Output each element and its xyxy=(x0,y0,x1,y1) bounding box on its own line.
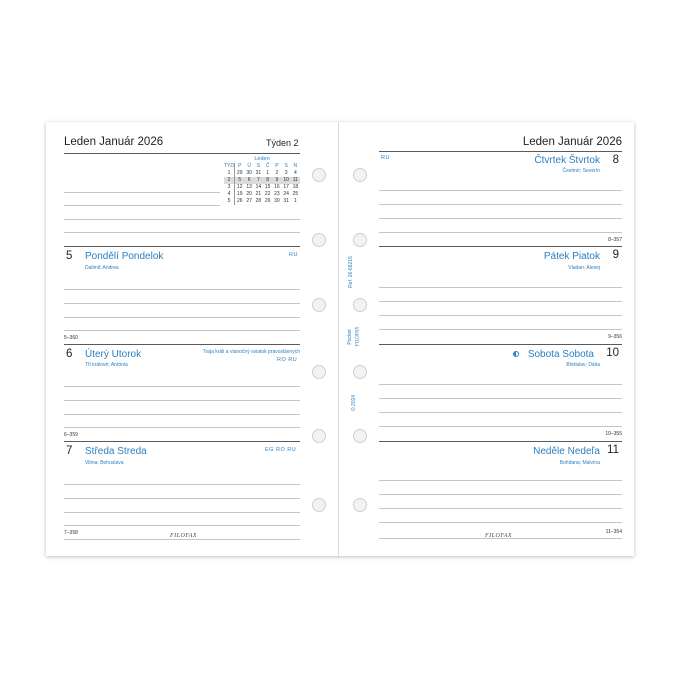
holiday-note: Traja králi a vianočný sviatok pravoslávnych xyxy=(202,349,300,355)
ring-hole xyxy=(353,168,367,182)
first-quarter-moon-icon xyxy=(513,351,519,357)
filofax-logo: FILOFAX xyxy=(170,533,198,539)
holiday-codes: RO RU xyxy=(277,357,298,363)
mini-calendar-grid xyxy=(224,163,300,205)
name-days: Vilma; Bohuslava xyxy=(85,460,124,466)
write-line xyxy=(379,426,622,427)
planner-spread xyxy=(46,122,634,556)
cal-day: 16 xyxy=(274,184,280,190)
cal-header: Ú xyxy=(247,163,251,169)
write-line xyxy=(64,386,300,387)
write-line xyxy=(379,494,622,495)
day-of-year: 9–356 xyxy=(608,334,622,340)
write-line xyxy=(64,512,300,513)
write-line xyxy=(379,218,622,219)
day-name: Neděle Nedeľa xyxy=(533,446,600,457)
cal-day: 3 xyxy=(284,170,288,176)
day-of-year: 5–360 xyxy=(64,335,78,341)
cal-day: 28 xyxy=(255,198,262,204)
day-rule xyxy=(64,246,300,247)
cal-header: S xyxy=(256,163,261,169)
cal-day: 27 xyxy=(246,198,252,204)
day-name: Pátek Piatok xyxy=(543,251,600,262)
page-title: Leden Január 2026 xyxy=(522,136,622,148)
write-line xyxy=(379,329,622,330)
day-rule xyxy=(64,344,300,345)
write-line xyxy=(379,412,622,413)
filofax-logo: FILOFAX xyxy=(485,533,513,539)
title-rule xyxy=(379,151,622,152)
write-line xyxy=(379,480,622,481)
cal-day: 1 xyxy=(266,170,270,176)
day-number: 11 xyxy=(607,444,619,456)
cal-day: 4 xyxy=(293,170,297,176)
cal-header: S xyxy=(284,163,288,169)
day-rule xyxy=(379,344,622,345)
write-line xyxy=(64,498,300,499)
day-rule xyxy=(64,441,300,442)
write-line xyxy=(64,427,300,428)
cal-day: 2 xyxy=(275,170,279,176)
write-line xyxy=(64,317,300,318)
cal-day: 30 xyxy=(274,198,280,204)
ring-hole xyxy=(353,498,367,512)
cal-day: 29 xyxy=(237,170,243,176)
ref-number: Ref. 26-68215 xyxy=(348,256,354,288)
cal-header: N xyxy=(293,163,298,169)
week-label: Týden 2 xyxy=(266,138,299,148)
day-name: Čtvrtek Štvrtok xyxy=(534,155,600,166)
ring-hole xyxy=(312,233,326,247)
cal-week: 1 xyxy=(224,170,235,177)
holiday-codes: RU xyxy=(289,252,298,258)
footer-line xyxy=(64,539,300,540)
write-line xyxy=(64,289,300,290)
mini-calendar xyxy=(224,156,300,205)
left-page xyxy=(46,122,339,556)
day-number: 7 xyxy=(66,445,73,457)
title-rule xyxy=(64,153,300,154)
note-line xyxy=(64,232,300,233)
cal-header: P xyxy=(238,163,242,169)
cal-day: 31 xyxy=(283,198,289,204)
cal-week: 3 xyxy=(224,184,235,191)
write-line xyxy=(64,525,300,526)
holiday-codes: RU xyxy=(381,155,390,161)
cal-header: TÝD xyxy=(224,163,234,169)
cal-day: 18 xyxy=(292,184,299,190)
write-line xyxy=(64,303,300,304)
note-line xyxy=(64,205,220,206)
cal-day: 22 xyxy=(264,191,271,197)
day-name: Pondělí Pondelok xyxy=(85,251,164,262)
cal-day: 17 xyxy=(283,184,289,190)
name-days: Vladan; Alexej xyxy=(568,265,600,271)
page-title: Leden Január 2026 xyxy=(64,136,164,148)
day-number: 9 xyxy=(612,249,619,261)
ring-hole xyxy=(312,365,326,379)
note-line xyxy=(64,219,300,220)
ring-hole xyxy=(353,365,367,379)
name-days: Čestmír; Severín xyxy=(562,168,600,174)
cal-day: 5 xyxy=(235,177,245,184)
ring-hole xyxy=(312,498,326,512)
cal-day: 1 xyxy=(293,198,297,204)
cal-week: 2 xyxy=(224,177,235,184)
name-days: Tři králové; Antónia xyxy=(85,362,128,368)
day-of-year: 6–359 xyxy=(64,432,78,438)
cal-day: 14 xyxy=(255,184,262,190)
write-line xyxy=(379,301,622,302)
ring-hole xyxy=(312,429,326,443)
size-label: Pocket xyxy=(347,329,353,345)
day-of-year: 11–354 xyxy=(605,529,622,535)
cal-day: 29 xyxy=(264,198,271,204)
day-number: 5 xyxy=(66,250,73,262)
day-name: Úterý Utorok xyxy=(85,349,142,360)
gutter-brand: FILOFAX xyxy=(355,326,361,347)
cal-day: 15 xyxy=(264,184,271,190)
copyright: © 2024 xyxy=(351,394,357,412)
day-number: 8 xyxy=(612,154,619,166)
ring-hole xyxy=(353,298,367,312)
day-of-year: 10–355 xyxy=(605,431,622,437)
name-days: Dalimil; Andrea xyxy=(85,265,119,271)
cal-header: Č xyxy=(265,163,270,169)
cal-week: 5 xyxy=(224,198,235,205)
name-days: Břetislav; Dáša xyxy=(566,362,600,368)
write-line xyxy=(379,315,622,316)
cal-day: 7 xyxy=(254,177,263,184)
holiday-codes: EG RO RU xyxy=(265,447,297,453)
cal-day: 23 xyxy=(274,191,280,197)
write-line xyxy=(379,384,622,385)
cal-day: 8 xyxy=(263,177,272,184)
ring-hole xyxy=(312,298,326,312)
write-line xyxy=(379,232,622,233)
cal-header: P xyxy=(275,163,279,169)
day-name: Sobota Sobota xyxy=(527,349,594,360)
write-line xyxy=(379,287,622,288)
write-line xyxy=(64,484,300,485)
ring-hole xyxy=(312,168,326,182)
write-line xyxy=(379,398,622,399)
cal-day: 12 xyxy=(237,184,243,190)
day-name: Středa Streda xyxy=(85,446,147,457)
day-number: 10 xyxy=(606,347,619,359)
day-number: 6 xyxy=(66,348,73,360)
cal-week: 4 xyxy=(224,191,235,198)
day-of-year: 8–357 xyxy=(608,237,622,243)
day-of-year: 7–358 xyxy=(64,530,78,536)
cal-day: 10 xyxy=(283,177,289,183)
write-line xyxy=(64,400,300,401)
write-line xyxy=(64,330,300,331)
cal-day: 21 xyxy=(255,191,262,197)
write-line xyxy=(64,414,300,415)
name-days: Bohdana; Malvína xyxy=(559,460,600,466)
cal-day: 19 xyxy=(237,191,243,197)
day-rule xyxy=(379,246,622,247)
write-line xyxy=(379,522,622,523)
note-line xyxy=(64,192,220,193)
write-line xyxy=(379,508,622,509)
ring-hole xyxy=(353,233,367,247)
write-line xyxy=(379,190,622,191)
day-rule xyxy=(379,441,622,442)
cal-day: 6 xyxy=(245,177,254,184)
cal-day: 20 xyxy=(246,191,252,197)
ring-hole xyxy=(353,429,367,443)
cal-day: 30 xyxy=(246,170,252,176)
cal-day: 9 xyxy=(272,177,281,184)
cal-day: 13 xyxy=(246,184,252,190)
cal-day: 25 xyxy=(292,191,299,197)
cal-day: 26 xyxy=(237,198,243,204)
cal-day: 24 xyxy=(283,191,289,197)
write-line xyxy=(379,204,622,205)
mini-calendar-title: Leden xyxy=(254,156,270,162)
cal-day: 11 xyxy=(291,177,300,184)
right-page xyxy=(339,122,634,556)
cal-day: 31 xyxy=(255,170,262,176)
